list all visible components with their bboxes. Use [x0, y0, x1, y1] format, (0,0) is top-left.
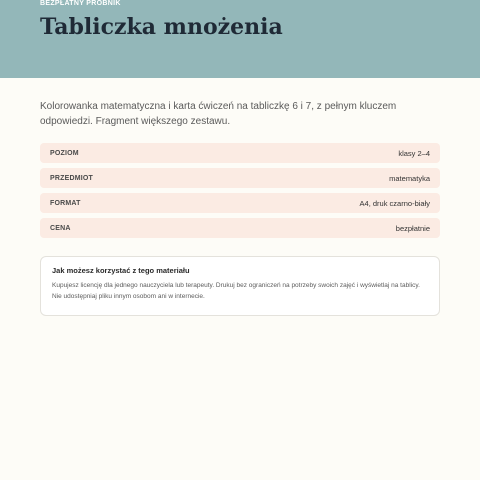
spec-row-format — [40, 193, 440, 213]
eyebrow-label: BEZPŁATNY PRÓBNIK — [40, 0, 121, 7]
spec-value: bezpłatnie — [395, 223, 430, 233]
spec-label: POZIOM — [50, 149, 79, 157]
spec-value: klasy 2–4 — [398, 148, 430, 158]
license-title: Jak możesz korzystać z tego materiału — [52, 266, 190, 275]
license-text: Kupujesz licencję dla jednego nauczyciela lub terapeuty. Drukuj bez ograniczeń na potrzeby swoich zajęć i wyświetlaj na tablicy. Nie udostępniaj pliku innym osobom ani w internecie. — [52, 282, 420, 300]
spec-row-subject — [40, 168, 440, 188]
header-banner — [0, 0, 480, 78]
main-content — [0, 78, 480, 316]
page-title: Tabliczka mnożenia — [40, 14, 283, 40]
spec-list — [40, 143, 440, 238]
spec-row-level — [40, 143, 440, 163]
spec-value: matematyka — [389, 173, 430, 183]
spec-label: FORMAT — [50, 199, 81, 207]
spec-label: CENA — [50, 224, 71, 232]
license-card — [40, 256, 440, 316]
spec-row-price — [40, 218, 440, 238]
intro-text: Kolorowanka matematyczna i karta ćwiczeń na tabliczkę 6 i 7, z pełnym kluczem odpowiedzi. Fragment większego zestawu. — [40, 101, 397, 127]
spec-value: A4, druk czarno-biały — [359, 198, 430, 208]
spec-label: PRZEDMIOT — [50, 174, 94, 182]
